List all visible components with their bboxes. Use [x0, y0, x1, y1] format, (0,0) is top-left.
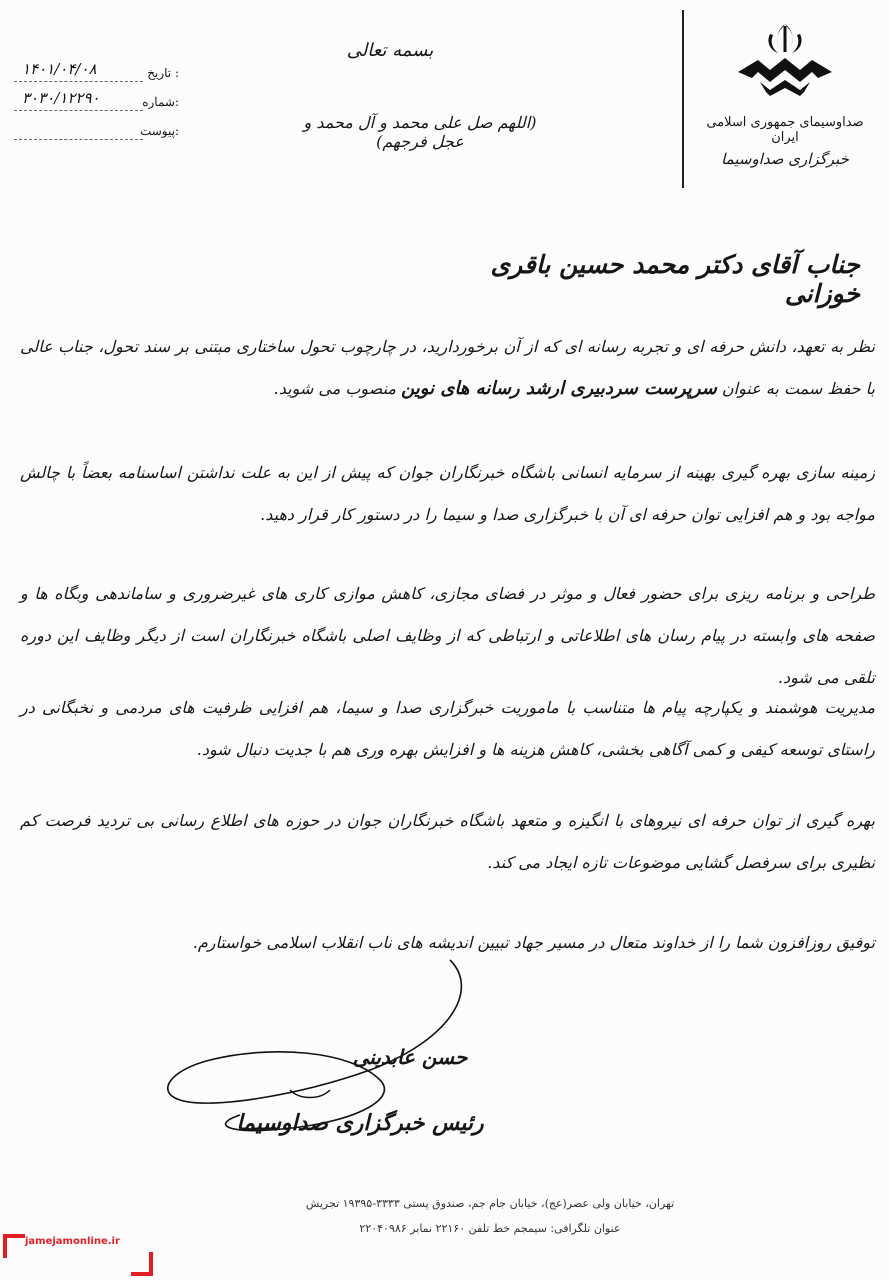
watermark-corner-top-left: [3, 1234, 25, 1258]
letterhead-logo-block: [700, 20, 870, 190]
date-label: : تاریخ: [147, 66, 179, 80]
basmala: بسمه تعالی: [346, 40, 434, 61]
appointment-role: سرپرست سردبیری ارشد رسانه های نوین: [401, 378, 717, 399]
date-value: ۱۴۰۱/۰۴/۰۸: [22, 60, 97, 78]
appointment-text-part2: منصوب می شوید.: [273, 379, 396, 398]
attachment-label: :پیوست: [139, 124, 179, 138]
paragraph-appointment: [20, 326, 875, 410]
watermark-corner-bottom-right: [131, 1252, 153, 1276]
signer-name: حسن عابدینی: [352, 1045, 468, 1069]
number-value: ۳۰۳۰/۱۲۲۹۰: [22, 89, 100, 107]
watermark-site: jamejamonline.ir: [25, 1236, 120, 1247]
paragraph-message-management: مدیریت هوشمند و یکپارچه پیام ها متناسب با ماموریت خبرگزاری صدا و سیما، هم افزایی ظرفیت های مردمی و نخبگانی در راستای توسعه کیفی و کمی آگاهی بخشی، کاهش هزینه ها و افزایش بهره وری هم با جدیت دنبال شود.: [20, 698, 875, 759]
signer-title: رئیس خبرگزاری صداوسیما: [236, 1110, 484, 1136]
org-name: صداوسیمای جمهوری اسلامی ایران: [706, 115, 864, 145]
paragraph-human-capital: زمینه سازی بهره گیری بهینه از سرمایه انسانی باشگاه خبرنگاران جوان که پیش از این به علت نداشتن اساسنامه بعضاً با چالش مواجه بود و هم افزایی توان حرفه ای آن با خبرگزاری صدا و سیما را در دستور کار قرار دهید.: [20, 463, 875, 524]
paragraph-professional-capacity: بهره گیری از توان حرفه ای نیروهای با انگیزه و متعهد باشگاه خبرنگاران جوان در حوزه های اطلاع رسانی بی تردید فرصت کم نظیری برای سرفصل گشایی موضوعات تازه ایجاد می کند.: [20, 811, 875, 872]
watermark-frame: [3, 1234, 153, 1276]
header-divider: [682, 10, 684, 188]
attachment-line: [14, 139, 143, 140]
number-label: :شماره: [142, 95, 179, 109]
appointment-text-part1: نظر به تعهد، دانش حرفه ای و تجربه رسانه ای که از آن برخوردارید، در چارچوب تحول ساختاری مبتنی بر سند تحول، جناب عالی با حفظ سمت به عنوان: [20, 337, 875, 398]
attachment-row: [14, 122, 179, 142]
date-line: [14, 81, 143, 82]
addressee: جناب آقای دکتر محمد حسین باقری خوزانی: [490, 250, 860, 308]
footer-address: تهران، خیابان ولی عصر(عج)، خیابان جام جم، صندوق پستی ۳۳۳۳-۱۹۳۹۵ تجریش: [305, 1197, 675, 1210]
paragraph-virtual-space: طراحی و برنامه ریزی برای حضور فعال و موثر در فضای مجازی، کاهش موازی کاری های غیرضروری و ساماندهی وبگاه ها و صفحه های وابسته در پیام رسان های اطلاعاتی و ارتباطی که از وظایف اصلی باشگاه خبرنگاران است از دیگر وظایف این دوره تلقی می شود.: [20, 584, 875, 687]
number-line: [14, 110, 143, 111]
salawat: (اللهم صل علی محمد و آل محمد و عجل فرجهم): [303, 113, 537, 151]
date-row: [14, 60, 179, 84]
number-row: [14, 89, 179, 113]
irib-emblem-icon: [730, 20, 840, 100]
footer-contact: عنوان تلگرافی: سیمجم خط تلفن ۲۲۱۶۰ نمابر ۲۲۰۴۰۹۸۶: [359, 1222, 621, 1235]
paragraph-closing: توفیق روزافزون شما را از خداوند متعال در مسیر جهاد تبیین اندیشه های ناب انقلاب اسلامی خواستارم.: [192, 933, 875, 952]
news-agency-name: خبرگزاری صداوسیما: [721, 150, 849, 168]
